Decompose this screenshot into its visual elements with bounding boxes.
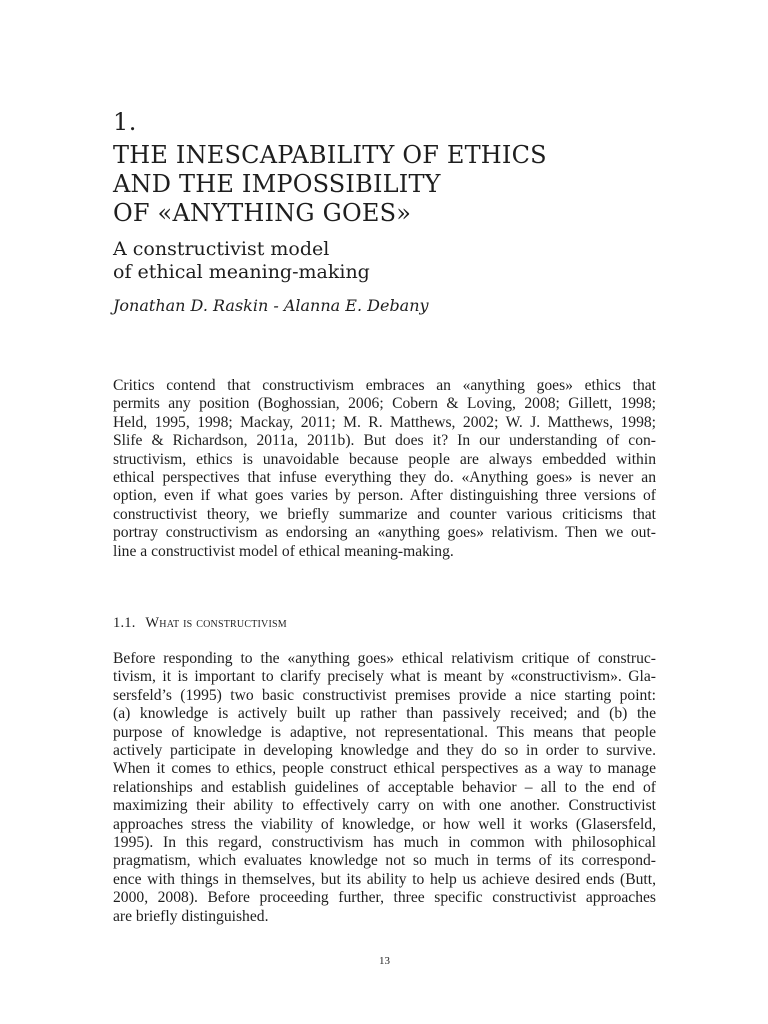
chapter-subtitle xyxy=(113,238,370,284)
text-line: 2000, 2008). Before proceeding further, three specific constructivist approaches xyxy=(113,889,656,907)
text-line: tivism, it is important to clarify precisely what is meant by «constructivism». Gla- xyxy=(113,668,656,686)
text-line: relationships and establish guidelines of acceptable behavior – all to the end of xyxy=(113,778,656,796)
chapter-title-line: OF «ANYTHING GOES» xyxy=(113,199,412,227)
text-line: ence with things in themselves, but its ability to help us achieve desired ends (Butt, xyxy=(113,870,656,888)
text-line: pragmatism, which evaluates knowledge not so much in terms of its correspond- xyxy=(113,852,656,870)
text-line: structivism, ethics is unavoidable because people are always embedded within xyxy=(113,450,656,468)
text-line: sersfeld’s (1995) two basic constructivist premises provide a nice starting point: xyxy=(113,686,656,704)
text-line: Held, 1995, 1998; Mackay, 2011; M. R. Matthews, 2002; W. J. Matthews, 1998; xyxy=(113,413,656,431)
page-number: 13 xyxy=(379,955,390,967)
chapter-title-line: AND THE IMPOSSIBILITY xyxy=(113,170,441,198)
section-title: What is constructivism xyxy=(145,615,287,631)
chapter-authors: Jonathan D. Raskin - Alanna E. Debany xyxy=(113,296,429,315)
text-line: Critics contend that constructivism embraces an «anything goes» ethics that xyxy=(113,377,656,394)
section-number: 1.1. xyxy=(113,615,136,631)
text-line: maximizing their ability to effectively carry on with one another. Constructivist xyxy=(113,797,656,815)
chapter-subtitle-line: of ethical meaning-making xyxy=(113,261,370,283)
text-line: ethical perspectives that infuse everything they do. «Anything goes» is never an xyxy=(113,469,656,487)
chapter-title-line: THE INESCAPABILITY OF ETHICS xyxy=(113,141,547,169)
section-heading xyxy=(113,614,287,632)
text-line: When it comes to ethics, people construct ethical perspectives as a way to manage xyxy=(113,760,656,778)
text-line: (a) knowledge is actively built up rather than passively received; and (b) the xyxy=(113,705,656,723)
text-line: portray constructivism as endorsing an «anything goes» relativism. Then we out- xyxy=(113,524,656,542)
abstract-paragraph xyxy=(113,377,656,561)
text-line: actively participate in developing knowledge and they do so in order to survive. xyxy=(113,742,656,760)
text-line: line a constructivist model of ethical meaning-making. xyxy=(113,542,454,560)
text-line: are briefly distinguished. xyxy=(113,907,269,925)
chapter-number: 1. xyxy=(113,108,137,136)
text-line: approaches stress the viability of knowledge, or how well it works (Glasersfeld, xyxy=(113,815,656,833)
chapter-subtitle-line: A constructivist model xyxy=(113,238,330,260)
text-line: Slife & Richardson, 2011a, 2011b). But does it? In our understanding of con- xyxy=(113,432,656,450)
text-line: purpose of knowledge is adaptive, not representational. This means that people xyxy=(113,723,656,741)
section-paragraph xyxy=(113,650,656,926)
text-line: constructivist theory, we briefly summarize and counter various criticisms that xyxy=(113,505,656,523)
text-line: permits any position (Boghossian, 2006; Cobern & Loving, 2008; Gillett, 1998; xyxy=(113,395,656,413)
chapter-title xyxy=(113,141,656,228)
text-line: option, even if what goes varies by person. After distinguishing three versions of xyxy=(113,487,656,505)
text-line: Before responding to the «anything goes» ethical relativism critique of construc- xyxy=(113,650,656,667)
book-page xyxy=(113,0,656,1024)
text-line: 1995). In this regard, constructivism has much in common with philosophical xyxy=(113,834,656,852)
